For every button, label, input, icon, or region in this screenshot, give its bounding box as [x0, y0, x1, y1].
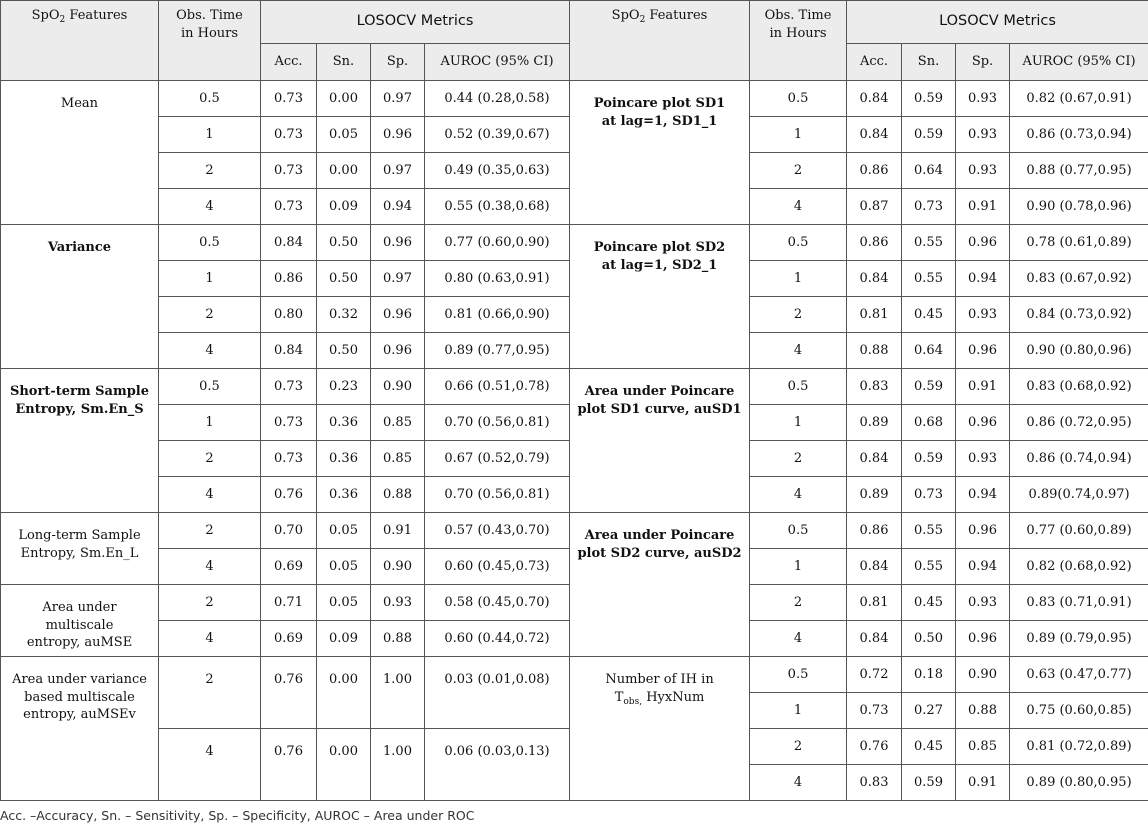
feature-cell: Short-term Sample Entropy, Sm.En_S — [1, 369, 159, 513]
acc-cell: 0.84 — [261, 225, 317, 261]
auroc-cell: 0.82 (0.67,0.91) — [1010, 81, 1148, 117]
auroc-cell: 0.66 (0.51,0.78) — [425, 369, 570, 405]
obs-time-cell: 4 — [159, 729, 261, 801]
sn-cell: 0.45 — [902, 585, 956, 621]
auroc-cell: 0.03 (0.01,0.08) — [425, 657, 570, 729]
sp-cell: 0.96 — [956, 621, 1010, 657]
obs-time-cell: 2 — [159, 153, 261, 189]
obs-time-cell: 2 — [159, 657, 261, 729]
obs-time-cell: 4 — [750, 333, 847, 369]
auroc-cell: 0.67 (0.52,0.79) — [425, 441, 570, 477]
feature-cell: Poincare plot SD1 at lag=1, SD1_1 — [570, 81, 750, 225]
acc-cell: 0.83 — [847, 765, 902, 801]
sn-cell: 0.00 — [317, 81, 371, 117]
acc-cell: 0.86 — [847, 153, 902, 189]
sn-cell: 0.50 — [317, 261, 371, 297]
header-acc-left: Acc. — [261, 44, 317, 81]
obs-time-cell: 1 — [750, 261, 847, 297]
table-row — [1, 81, 1148, 117]
acc-cell: 0.84 — [847, 549, 902, 585]
header-features-left: SpO$_2$ Features — [1, 1, 159, 81]
acc-cell: 0.76 — [261, 477, 317, 513]
obs-time-cell: 0.5 — [159, 369, 261, 405]
sp-cell: 0.93 — [956, 81, 1010, 117]
auroc-cell: 0.82 (0.68,0.92) — [1010, 549, 1148, 585]
sn-cell: 0.00 — [317, 657, 371, 729]
auroc-cell: 0.70 (0.56,0.81) — [425, 477, 570, 513]
auroc-cell: 0.78 (0.61,0.89) — [1010, 225, 1148, 261]
obs-time-cell: 1 — [750, 549, 847, 585]
sn-cell: 0.27 — [902, 693, 956, 729]
sn-cell: 0.09 — [317, 621, 371, 657]
acc-cell: 0.69 — [261, 621, 317, 657]
sn-cell: 0.05 — [317, 585, 371, 621]
auroc-cell: 0.89(0.74,0.97) — [1010, 477, 1148, 513]
sn-cell: 0.50 — [317, 333, 371, 369]
sp-cell: 1.00 — [371, 657, 425, 729]
obs-time-cell: 4 — [750, 477, 847, 513]
sp-cell: 0.88 — [371, 621, 425, 657]
acc-cell: 0.72 — [847, 657, 902, 693]
auroc-cell: 0.60 (0.44,0.72) — [425, 621, 570, 657]
acc-cell: 0.81 — [847, 585, 902, 621]
obs-time-cell: 0.5 — [159, 81, 261, 117]
auroc-cell: 0.90 (0.80,0.96) — [1010, 333, 1148, 369]
obs-time-cell: 2 — [159, 513, 261, 549]
acc-cell: 0.84 — [261, 333, 317, 369]
sp-cell: 0.94 — [956, 261, 1010, 297]
table-header — [1, 1, 1148, 81]
acc-cell: 0.73 — [261, 405, 317, 441]
obs-time-cell: 1 — [159, 405, 261, 441]
auroc-cell: 0.89 (0.77,0.95) — [425, 333, 570, 369]
header-acc-right: Acc. — [847, 44, 902, 81]
acc-cell: 0.83 — [847, 369, 902, 405]
sn-cell: 0.55 — [902, 549, 956, 585]
sp-cell: 0.96 — [956, 513, 1010, 549]
feature-cell: Variance — [1, 225, 159, 369]
auroc-cell: 0.44 (0.28,0.58) — [425, 81, 570, 117]
sp-cell: 0.94 — [956, 477, 1010, 513]
acc-cell: 0.86 — [847, 513, 902, 549]
sn-cell: 0.59 — [902, 765, 956, 801]
acc-cell: 0.81 — [847, 297, 902, 333]
sp-cell: 0.90 — [956, 657, 1010, 693]
auroc-cell: 0.63 (0.47,0.77) — [1010, 657, 1148, 693]
header-sn-left: Sn. — [317, 44, 371, 81]
acc-cell: 0.73 — [261, 153, 317, 189]
acc-cell: 0.89 — [847, 405, 902, 441]
auroc-cell: 0.75 (0.60,0.85) — [1010, 693, 1148, 729]
auroc-cell: 0.49 (0.35,0.63) — [425, 153, 570, 189]
sp-cell: 0.93 — [956, 153, 1010, 189]
auroc-cell: 0.60 (0.45,0.73) — [425, 549, 570, 585]
sp-cell: 1.00 — [371, 729, 425, 801]
feature-cell: Mean — [1, 81, 159, 225]
acc-cell: 0.84 — [847, 621, 902, 657]
feature-cell: Area under variance based multiscale entropy, auMSEv — [1, 657, 159, 801]
sp-cell: 0.97 — [371, 261, 425, 297]
header-auroc-left: AUROC (95% CI) — [425, 44, 570, 81]
sn-cell: 0.73 — [902, 189, 956, 225]
acc-cell: 0.76 — [847, 729, 902, 765]
header-metrics-right: LOSOCV Metrics — [847, 1, 1148, 44]
auroc-cell: 0.52 (0.39,0.67) — [425, 117, 570, 153]
obs-time-cell: 0.5 — [159, 225, 261, 261]
obs-time-cell: 0.5 — [750, 513, 847, 549]
sp-cell: 0.96 — [371, 225, 425, 261]
acc-cell: 0.73 — [261, 369, 317, 405]
obs-time-cell: 4 — [159, 333, 261, 369]
header-metrics-left: LOSOCV Metrics — [261, 1, 570, 44]
acc-cell: 0.84 — [847, 81, 902, 117]
obs-time-cell: 2 — [750, 441, 847, 477]
sp-cell: 0.93 — [956, 441, 1010, 477]
header-sp-right: Sp. — [956, 44, 1010, 81]
sn-cell: 0.59 — [902, 441, 956, 477]
table-row — [1, 513, 1148, 549]
auroc-cell: 0.58 (0.45,0.70) — [425, 585, 570, 621]
obs-time-cell: 4 — [750, 189, 847, 225]
header-obs-left: Obs. Time in Hours — [159, 1, 261, 81]
acc-cell: 0.84 — [847, 261, 902, 297]
sn-cell: 0.23 — [317, 369, 371, 405]
sn-cell: 0.59 — [902, 369, 956, 405]
sn-cell: 0.36 — [317, 441, 371, 477]
sn-cell: 0.18 — [902, 657, 956, 693]
auroc-cell: 0.84 (0.73,0.92) — [1010, 297, 1148, 333]
obs-time-cell: 4 — [159, 621, 261, 657]
sp-cell: 0.97 — [371, 153, 425, 189]
table-row — [1, 369, 1148, 405]
sn-cell: 0.68 — [902, 405, 956, 441]
sp-cell: 0.85 — [371, 405, 425, 441]
sp-cell: 0.94 — [371, 189, 425, 225]
obs-time-cell: 2 — [750, 153, 847, 189]
sn-cell: 0.32 — [317, 297, 371, 333]
sn-cell: 0.09 — [317, 189, 371, 225]
sp-cell: 0.94 — [956, 549, 1010, 585]
auroc-cell: 0.83 (0.68,0.92) — [1010, 369, 1148, 405]
obs-time-cell: 4 — [750, 621, 847, 657]
sn-cell: 0.45 — [902, 297, 956, 333]
auroc-cell: 0.83 (0.71,0.91) — [1010, 585, 1148, 621]
obs-time-cell: 1 — [750, 405, 847, 441]
sp-cell: 0.85 — [956, 729, 1010, 765]
sn-cell: 0.05 — [317, 117, 371, 153]
obs-time-cell: 0.5 — [750, 369, 847, 405]
auroc-cell: 0.81 (0.72,0.89) — [1010, 729, 1148, 765]
acc-cell: 0.76 — [261, 729, 317, 801]
acc-cell: 0.86 — [261, 261, 317, 297]
feature-cell: Area under Poincare plot SD2 curve, auSD2 — [570, 513, 750, 657]
header-obs-right: Obs. Time in Hours — [750, 1, 847, 81]
sp-cell: 0.91 — [956, 189, 1010, 225]
auroc-cell: 0.89 (0.79,0.95) — [1010, 621, 1148, 657]
table-footnote: Acc. –Accuracy, Sn. – Sensitivity, Sp. – Specificity, AUROC – Area under ROC — [0, 808, 475, 823]
acc-cell: 0.73 — [261, 117, 317, 153]
sp-cell: 0.91 — [956, 369, 1010, 405]
header-features-right: SpO$_2$ Features — [570, 1, 750, 81]
obs-time-cell: 1 — [750, 693, 847, 729]
auroc-cell: 0.86 (0.72,0.95) — [1010, 405, 1148, 441]
acc-cell: 0.76 — [261, 657, 317, 729]
sn-cell: 0.36 — [317, 477, 371, 513]
obs-time-cell: 1 — [750, 117, 847, 153]
sn-cell: 0.05 — [317, 513, 371, 549]
sp-cell: 0.96 — [956, 405, 1010, 441]
obs-time-cell: 4 — [750, 765, 847, 801]
sn-cell: 0.05 — [317, 549, 371, 585]
sn-cell: 0.45 — [902, 729, 956, 765]
sp-cell: 0.90 — [371, 549, 425, 585]
acc-cell: 0.88 — [847, 333, 902, 369]
sp-cell: 0.93 — [956, 117, 1010, 153]
sn-cell: 0.50 — [317, 225, 371, 261]
obs-time-cell: 2 — [159, 585, 261, 621]
sp-cell: 0.88 — [956, 693, 1010, 729]
header-auroc-right: AUROC (95% CI) — [1010, 44, 1148, 81]
sn-cell: 0.55 — [902, 261, 956, 297]
acc-cell: 0.73 — [847, 693, 902, 729]
sn-cell: 0.64 — [902, 333, 956, 369]
feature-cell: Long-term Sample Entropy, Sm.En_L — [1, 513, 159, 585]
sn-cell: 0.59 — [902, 81, 956, 117]
header-sp-left: Sp. — [371, 44, 425, 81]
obs-time-cell: 4 — [159, 477, 261, 513]
obs-time-cell: 0.5 — [750, 657, 847, 693]
table-body — [1, 81, 1148, 801]
feature-cell: Area under Poincare plot SD1 curve, auSD1 — [570, 369, 750, 513]
obs-time-cell: 1 — [159, 261, 261, 297]
sp-cell: 0.96 — [371, 333, 425, 369]
auroc-cell: 0.70 (0.56,0.81) — [425, 405, 570, 441]
feature-cell: Area under multiscale entropy, auMSE — [1, 585, 159, 657]
sn-cell: 0.36 — [317, 405, 371, 441]
acc-cell: 0.71 — [261, 585, 317, 621]
sp-cell: 0.91 — [371, 513, 425, 549]
sp-cell: 0.90 — [371, 369, 425, 405]
table-row — [1, 657, 1148, 693]
sn-cell: 0.00 — [317, 153, 371, 189]
sp-cell: 0.88 — [371, 477, 425, 513]
sp-cell: 0.85 — [371, 441, 425, 477]
sp-cell: 0.96 — [956, 333, 1010, 369]
auroc-cell: 0.55 (0.38,0.68) — [425, 189, 570, 225]
obs-time-cell: 2 — [750, 729, 847, 765]
auroc-cell: 0.81 (0.66,0.90) — [425, 297, 570, 333]
sp-cell: 0.96 — [371, 117, 425, 153]
acc-cell: 0.84 — [847, 441, 902, 477]
auroc-cell: 0.86 (0.74,0.94) — [1010, 441, 1148, 477]
acc-cell: 0.80 — [261, 297, 317, 333]
obs-time-cell: 0.5 — [750, 225, 847, 261]
obs-time-cell: 2 — [159, 297, 261, 333]
acc-cell: 0.69 — [261, 549, 317, 585]
sp-cell: 0.97 — [371, 81, 425, 117]
acc-cell: 0.73 — [261, 81, 317, 117]
obs-time-cell: 2 — [159, 441, 261, 477]
obs-time-cell: 2 — [750, 297, 847, 333]
auroc-cell: 0.80 (0.63,0.91) — [425, 261, 570, 297]
obs-time-cell: 0.5 — [750, 81, 847, 117]
sn-cell: 0.59 — [902, 117, 956, 153]
auroc-cell: 0.88 (0.77,0.95) — [1010, 153, 1148, 189]
sp-cell: 0.91 — [956, 765, 1010, 801]
sn-cell: 0.50 — [902, 621, 956, 657]
sp-cell: 0.93 — [956, 585, 1010, 621]
auroc-cell: 0.06 (0.03,0.13) — [425, 729, 570, 801]
auroc-cell: 0.90 (0.78,0.96) — [1010, 189, 1148, 225]
acc-cell: 0.89 — [847, 477, 902, 513]
obs-time-cell: 1 — [159, 117, 261, 153]
acc-cell: 0.73 — [261, 189, 317, 225]
obs-time-cell: 4 — [159, 189, 261, 225]
auroc-cell: 0.77 (0.60,0.89) — [1010, 513, 1148, 549]
acc-cell: 0.87 — [847, 189, 902, 225]
sp-cell: 0.93 — [956, 297, 1010, 333]
sn-cell: 0.73 — [902, 477, 956, 513]
acc-cell: 0.84 — [847, 117, 902, 153]
sn-cell: 0.64 — [902, 153, 956, 189]
auroc-cell: 0.89 (0.80,0.95) — [1010, 765, 1148, 801]
acc-cell: 0.86 — [847, 225, 902, 261]
sn-cell: 0.55 — [902, 225, 956, 261]
sp-cell: 0.96 — [371, 297, 425, 333]
sn-cell: 0.55 — [902, 513, 956, 549]
auroc-cell: 0.83 (0.67,0.92) — [1010, 261, 1148, 297]
acc-cell: 0.70 — [261, 513, 317, 549]
obs-time-cell: 4 — [159, 549, 261, 585]
auroc-cell: 0.86 (0.73,0.94) — [1010, 117, 1148, 153]
feature-cell: Poincare plot SD2 at lag=1, SD2_1 — [570, 225, 750, 369]
auroc-cell: 0.57 (0.43,0.70) — [425, 513, 570, 549]
acc-cell: 0.73 — [261, 441, 317, 477]
sp-cell: 0.96 — [956, 225, 1010, 261]
header-sn-right: Sn. — [902, 44, 956, 81]
obs-time-cell: 2 — [750, 585, 847, 621]
sn-cell: 0.00 — [317, 729, 371, 801]
feature-cell: Number of IH in $T_{obs,}$ HyxNum — [570, 657, 750, 801]
auroc-cell: 0.77 (0.60,0.90) — [425, 225, 570, 261]
sp-cell: 0.93 — [371, 585, 425, 621]
table-row — [1, 225, 1148, 261]
